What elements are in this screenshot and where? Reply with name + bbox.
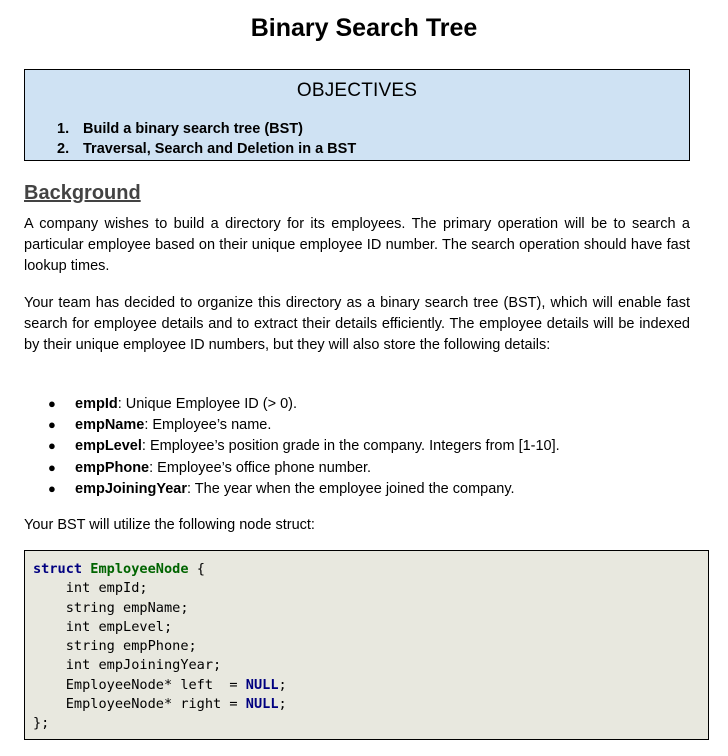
list-item	[48, 414, 560, 435]
left-pointer-decl: EmployeeNode* left =	[33, 676, 246, 693]
list-item	[48, 393, 560, 414]
field-name: empPhone	[75, 459, 150, 476]
list-item	[48, 457, 560, 478]
bullet-icon: ●	[48, 417, 56, 433]
right-pointer-decl: EmployeeNode* right =	[33, 696, 246, 713]
page-title: Binary Search Tree	[250, 14, 478, 42]
objective-item	[57, 139, 356, 159]
null-keyword: NULL	[245, 676, 279, 693]
objective-item	[57, 119, 356, 139]
objectives-box	[24, 69, 690, 161]
objectives-list	[57, 119, 356, 159]
code-line	[33, 695, 287, 714]
field-description: : The year when the employee joined the company.	[187, 480, 515, 497]
code-line	[33, 676, 287, 695]
field-name: empLevel	[75, 438, 142, 455]
code-line	[33, 560, 287, 579]
field-name: empJoiningYear	[75, 480, 188, 497]
objectives-heading: OBJECTIVES	[296, 80, 418, 101]
code-line: };	[33, 715, 50, 732]
bullet-icon: ●	[48, 396, 56, 411]
open-brace: {	[188, 561, 205, 577]
objective-number: 1.	[57, 121, 70, 137]
struct-name: EmployeeNode	[90, 561, 189, 577]
bullet-icon: ●	[48, 438, 56, 454]
code-block	[24, 550, 709, 740]
code-line: int empId;	[33, 580, 148, 597]
code-line: string empPhone;	[33, 638, 197, 655]
code-line: string empName;	[33, 599, 189, 616]
list-item	[48, 435, 560, 456]
field-name: empName	[75, 417, 145, 434]
bullet-icon: ●	[48, 480, 56, 496]
background-paragraph-3: Your BST will utilize the following node struct:	[24, 517, 315, 533]
field-name: empId	[75, 396, 118, 412]
semicolon: ;	[278, 696, 287, 713]
objective-number: 2.	[57, 141, 70, 157]
field-description: : Employee’s name.	[144, 417, 272, 434]
field-description: : Employee’s position grade in the company. Integers from [1-10].	[141, 438, 560, 455]
struct-keyword: struct	[33, 561, 83, 577]
background-paragraph-1: A company wishes to build a directory for its employees. The primary operation will be to search a particular employee based on their unique employee ID number. The search operation should have fast lookup times.	[24, 216, 690, 274]
null-keyword: NULL	[245, 696, 279, 713]
field-description: : Unique Employee ID (> 0).	[117, 396, 298, 412]
objective-text: Traversal, Search and Deletion in a BST	[83, 141, 357, 157]
list-item	[48, 478, 560, 499]
semicolon: ;	[278, 676, 287, 693]
employee-fields-list	[48, 393, 560, 499]
code-line: int empJoiningYear;	[33, 657, 222, 674]
bullet-icon: ●	[48, 459, 56, 475]
code-listing	[33, 560, 287, 734]
background-paragraph-2: Your team has decided to organize this directory as a binary search tree (BST), which will enable fast search for employee details and to extract their details efficiently. The employee details will be indexed by their unique employee ID numbers, but they will also store the following details:	[24, 295, 690, 353]
code-line: int empLevel;	[33, 618, 173, 635]
objective-text: Build a binary search tree (BST)	[83, 121, 303, 137]
field-description: : Employee’s office phone number.	[149, 459, 372, 476]
background-heading: Background	[24, 182, 141, 204]
